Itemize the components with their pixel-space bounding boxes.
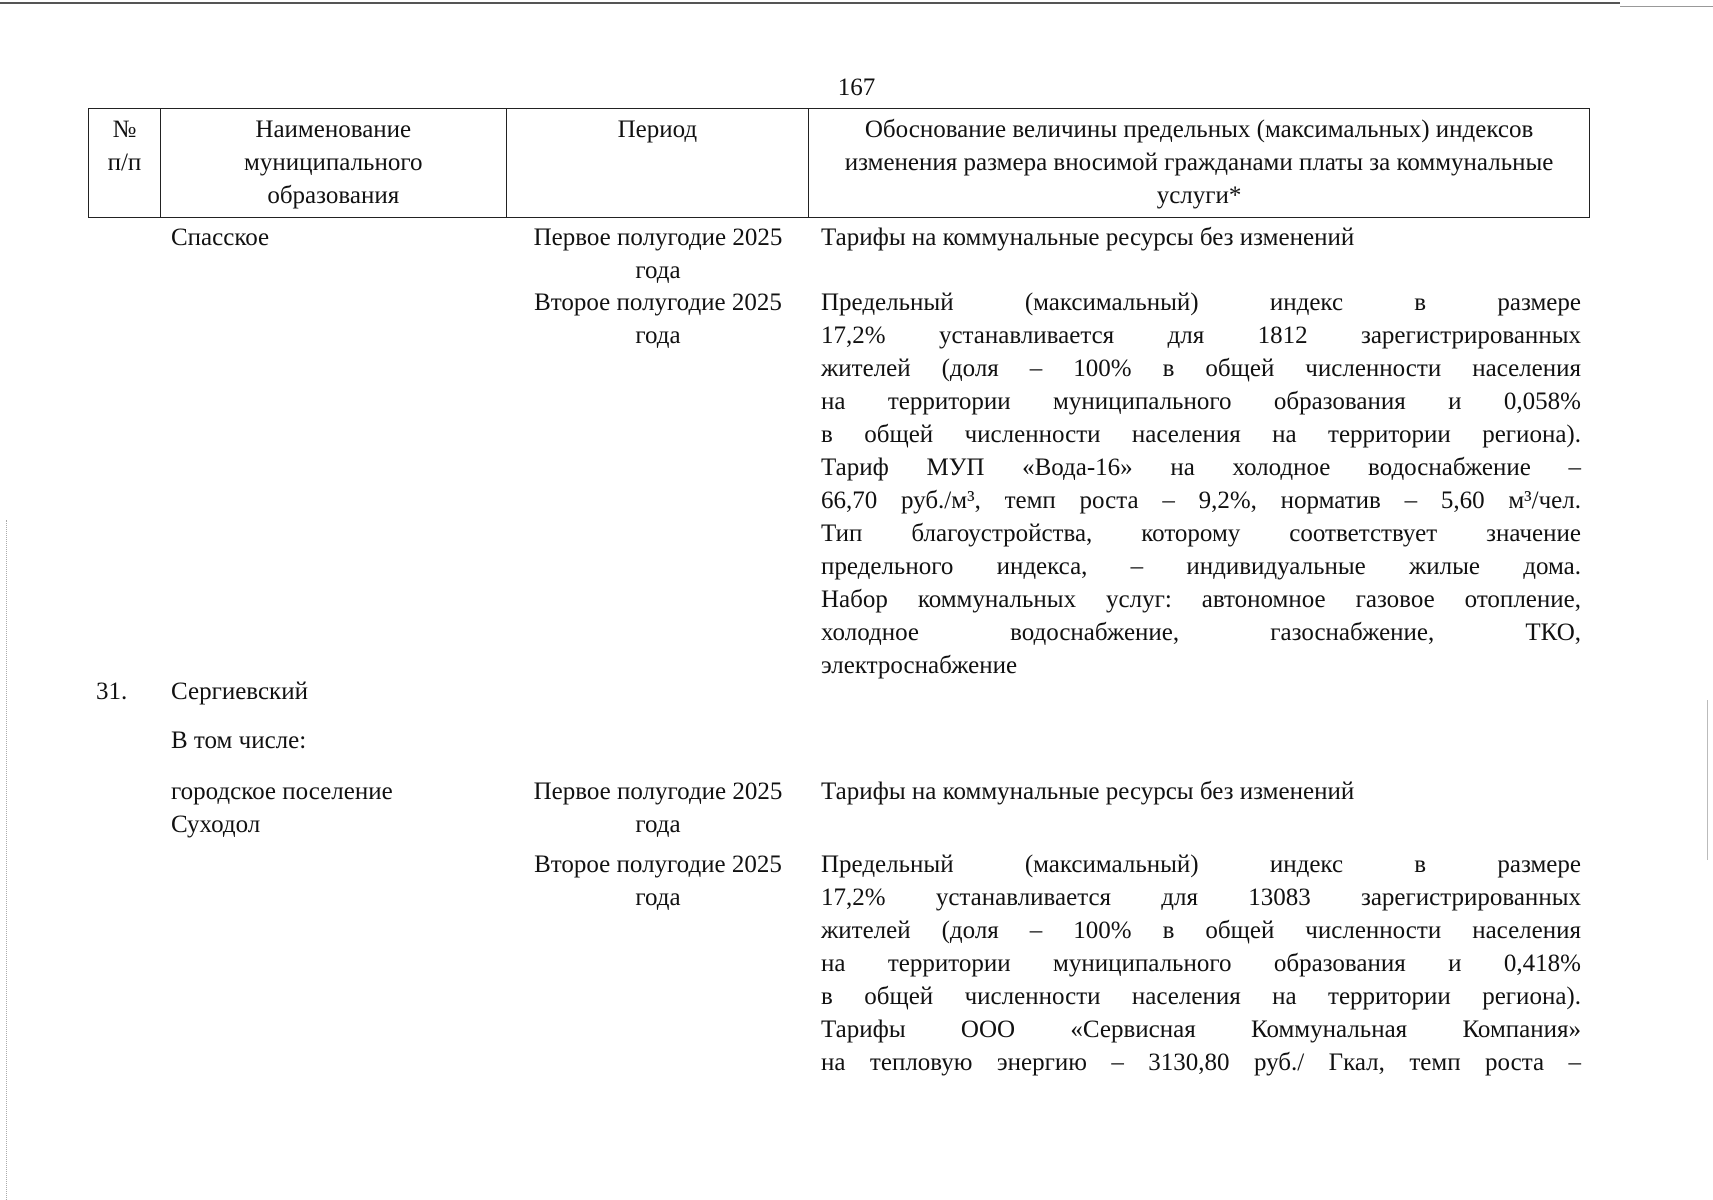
row-basis-1-spasskoe: Тарифы на коммунальные ресурсы без изменений: [821, 224, 1355, 251]
row-basis-2-sukhodol: [821, 848, 1581, 1079]
row-name-sukhodol: [171, 775, 393, 841]
basis-line: жителей (доля – 100% в общей численности населения: [821, 355, 1581, 382]
row-name-sergievsky: Сергиевский: [171, 678, 308, 705]
basis-line: Тарифы ООО «Сервисная Коммунальная Компания»: [821, 1016, 1581, 1043]
row-period-2-sukhodol: Второе полугодие 2025 года: [534, 851, 782, 911]
row-period-2-spasskoe: Второе полугодие 2025 года: [534, 289, 782, 349]
basis-line: холодное водоснабжение, газоснабжение, ТКО,: [821, 619, 1581, 646]
name-line: городское поселение: [171, 778, 393, 805]
row-number-31: 31.: [96, 678, 128, 705]
scan-edge-left: [6, 520, 8, 1200]
basis-line: Набор коммунальных услуг: автономное газовое отопление,: [821, 586, 1581, 613]
header-col-number: № п/п: [89, 109, 161, 217]
basis-line: жителей (доля – 100% в общей численности населения: [821, 917, 1581, 944]
basis-line: Тип благоустройства, которому соответствует значение: [821, 520, 1581, 547]
row-period-1-spasskoe: Первое полугодие 2025 года: [533, 224, 783, 284]
row-basis-2-spasskoe: [821, 286, 1581, 682]
page-number: 167: [837, 74, 876, 101]
basis-line: 17,2% устанавливается для 13083 зарегистрированных: [821, 884, 1581, 911]
scan-edge-top: [0, 2, 1620, 4]
including-label: В том числе:: [171, 727, 307, 754]
basis-line: предельного индекса, – индивидуальные жилые дома.: [821, 553, 1581, 580]
basis-line: электроснабжение: [821, 652, 1018, 679]
basis-line: на территории муниципального образования и 0,418%: [821, 950, 1581, 977]
table-header: [88, 108, 1590, 218]
name-line: Суходол: [171, 811, 261, 838]
row-basis-1-sukhodol: Тарифы на коммунальные ресурсы без изменений: [821, 778, 1355, 805]
header-col-name: Наименование муниципального образования: [161, 109, 507, 217]
header-col-period: Период: [507, 109, 810, 217]
basis-line: в общей численности населения на территории региона).: [821, 421, 1581, 448]
basis-line: в общей численности населения на территории региона).: [821, 983, 1581, 1010]
basis-line: Предельный (максимальный) индекс в размере: [821, 851, 1581, 878]
basis-line: 66,70 руб./м³, темп роста – 9,2%, норматив – 5,60 м³/чел.: [821, 487, 1581, 514]
basis-line: 17,2% устанавливается для 1812 зарегистрированных: [821, 322, 1581, 349]
row-period-1-sukhodol: Первое полугодие 2025 года: [533, 778, 783, 838]
scan-edge-top-right: [1620, 6, 1713, 7]
scan-edge-right: [1707, 700, 1708, 860]
header-col-basis: Обоснование величины предельных (максимальных) индексов изменения размера вносимой гражданами платы за коммунальные услуги*: [844, 116, 1554, 209]
basis-line: на тепловую энергию – 3130,80 руб./ Гкал, темп роста –: [821, 1049, 1581, 1076]
row-name-spasskoe: Спасское: [171, 224, 270, 251]
basis-line: Предельный (максимальный) индекс в размере: [821, 289, 1581, 316]
basis-line: на территории муниципального образования и 0,058%: [821, 388, 1581, 415]
basis-line: Тариф МУП «Вода-16» на холодное водоснабжение –: [821, 454, 1581, 481]
